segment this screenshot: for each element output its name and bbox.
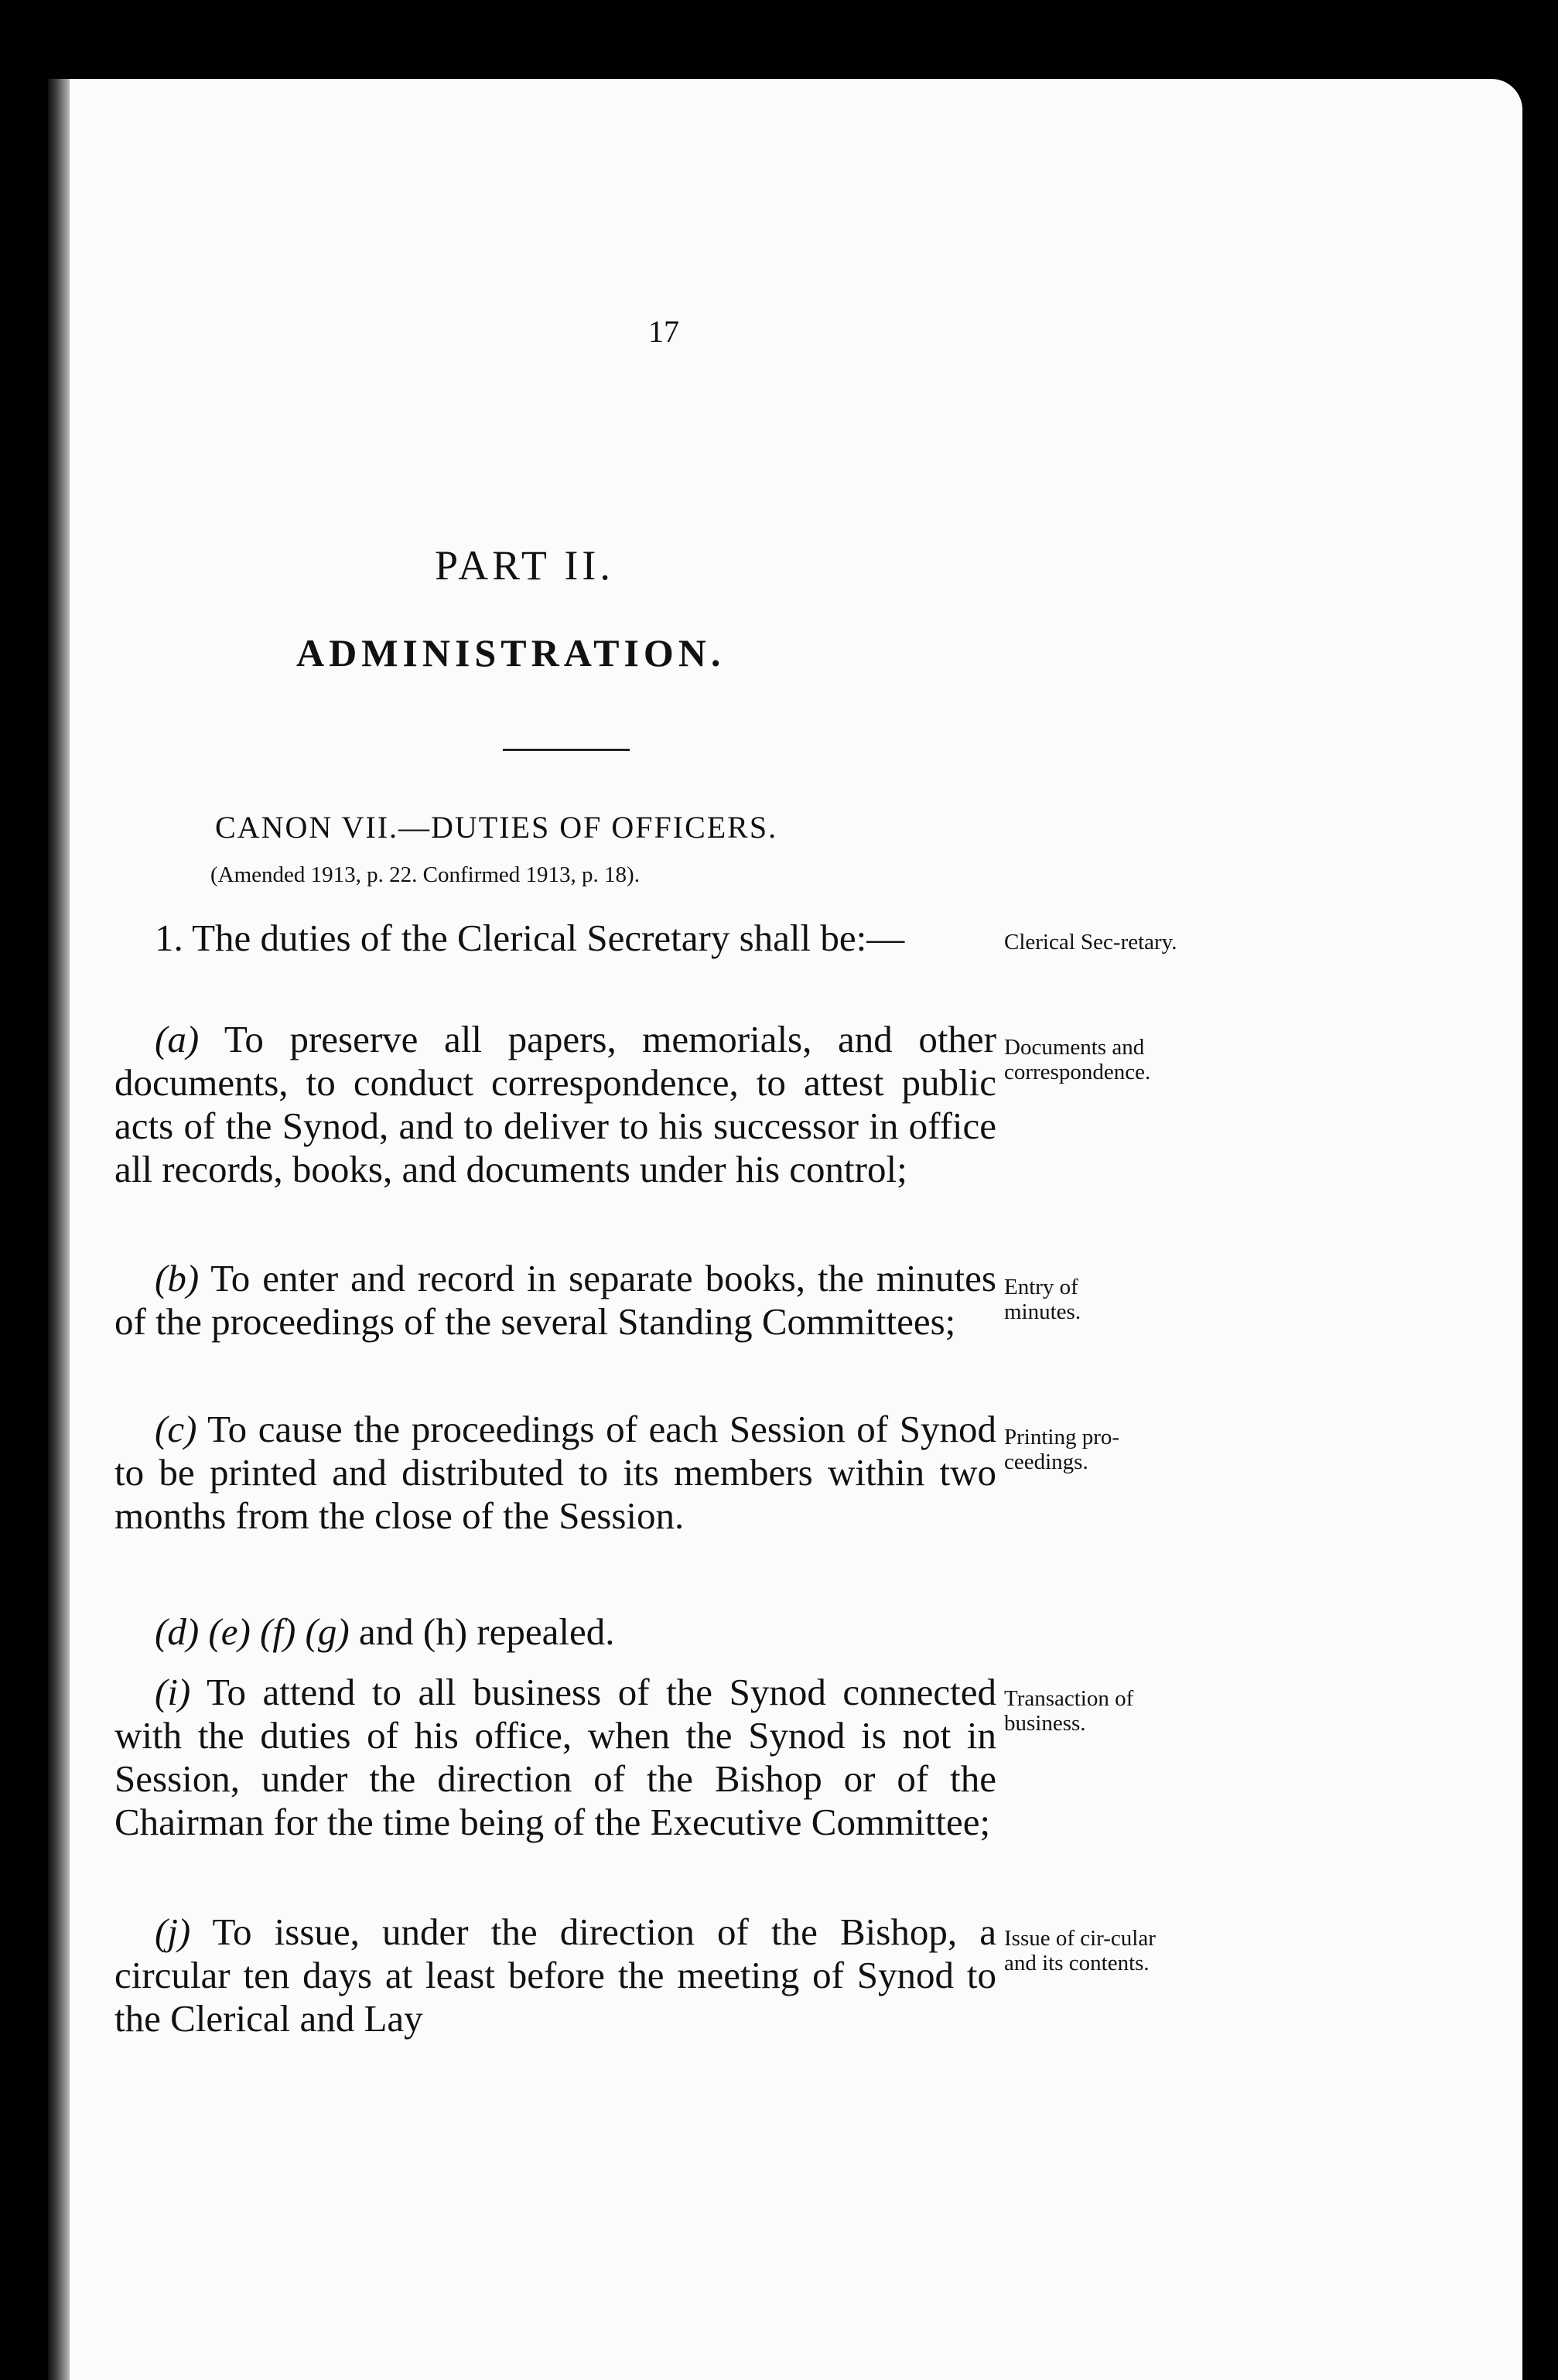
paragraph-text: To issue, under the direction of the Bishop, a circular ten days at least before the meeting of Synod to the Clerical and Lay [114,1910,996,2040]
paragraph-text: To cause the proceedings of each Session of Synod to be printed and distributed to its members within two months from the close of the Session. [114,1408,996,1537]
amendment-note: (Amended 1913, p. 22. Confirmed 1913, p. 18). [210,862,640,887]
paragraph-a [114,1018,996,1191]
paragraph-label: (i) [155,1671,191,1713]
margin-note-clerical-secretary: Clerical Sec-retary. [1004,930,1177,954]
page-number: 17 [648,314,679,349]
book-spine [48,79,70,2380]
paragraph-label: (b) [155,1257,200,1299]
paragraph-j [114,1910,996,2040]
paragraph-text: and (h) repealed. [349,1610,615,1653]
margin-note-issue-of-circular: Issue of cir-cular and its contents. [1004,1926,1156,1975]
paragraph-b [114,1257,996,1344]
margin-note-transaction-of-business: Transaction of business. [1004,1686,1134,1736]
paragraph-label: (d) (e) (f) (g) [155,1610,350,1653]
paragraph-c [114,1408,996,1538]
paragraph-label: (j) [155,1910,191,1953]
paragraph-repealed [114,1610,996,1654]
margin-note-documents: Documents and correspondence. [1004,1035,1151,1084]
margin-note-entry-of-minutes: Entry of minutes. [1004,1275,1081,1324]
paragraph-text: To preserve all papers, memorials, and other documents, to conduct correspondence, to attest public acts of the Synod, and to deliver to his successor in office all records, books, and documents under his control; [114,1018,996,1190]
paragraph-i [114,1671,996,1844]
paragraph-text: To enter and record in separate books, the minutes of the proceedings of the several Standing Committees; [114,1257,996,1343]
paragraph-text: To attend to all business of the Synod connected with the duties of his office, when the Synod is not in Session, under the direction of the Bishop or of the Chairman for the time being of the Executive Committee; [114,1671,996,1843]
canon-title: CANON VII.—DUTIES OF OFFICERS. [215,810,778,845]
paragraph-label: (a) [155,1018,200,1060]
divider-rule [503,749,630,751]
paragraph-text: 1. The duties of the Clerical Secretary shall be:— [155,917,905,959]
section-heading: ADMINISTRATION. [296,631,726,674]
part-title: PART II. [435,542,614,589]
paragraph-label: (c) [155,1408,197,1450]
paragraph-1 [114,917,996,960]
margin-note-printing-proceedings: Printing pro-ceedings. [1004,1425,1120,1474]
